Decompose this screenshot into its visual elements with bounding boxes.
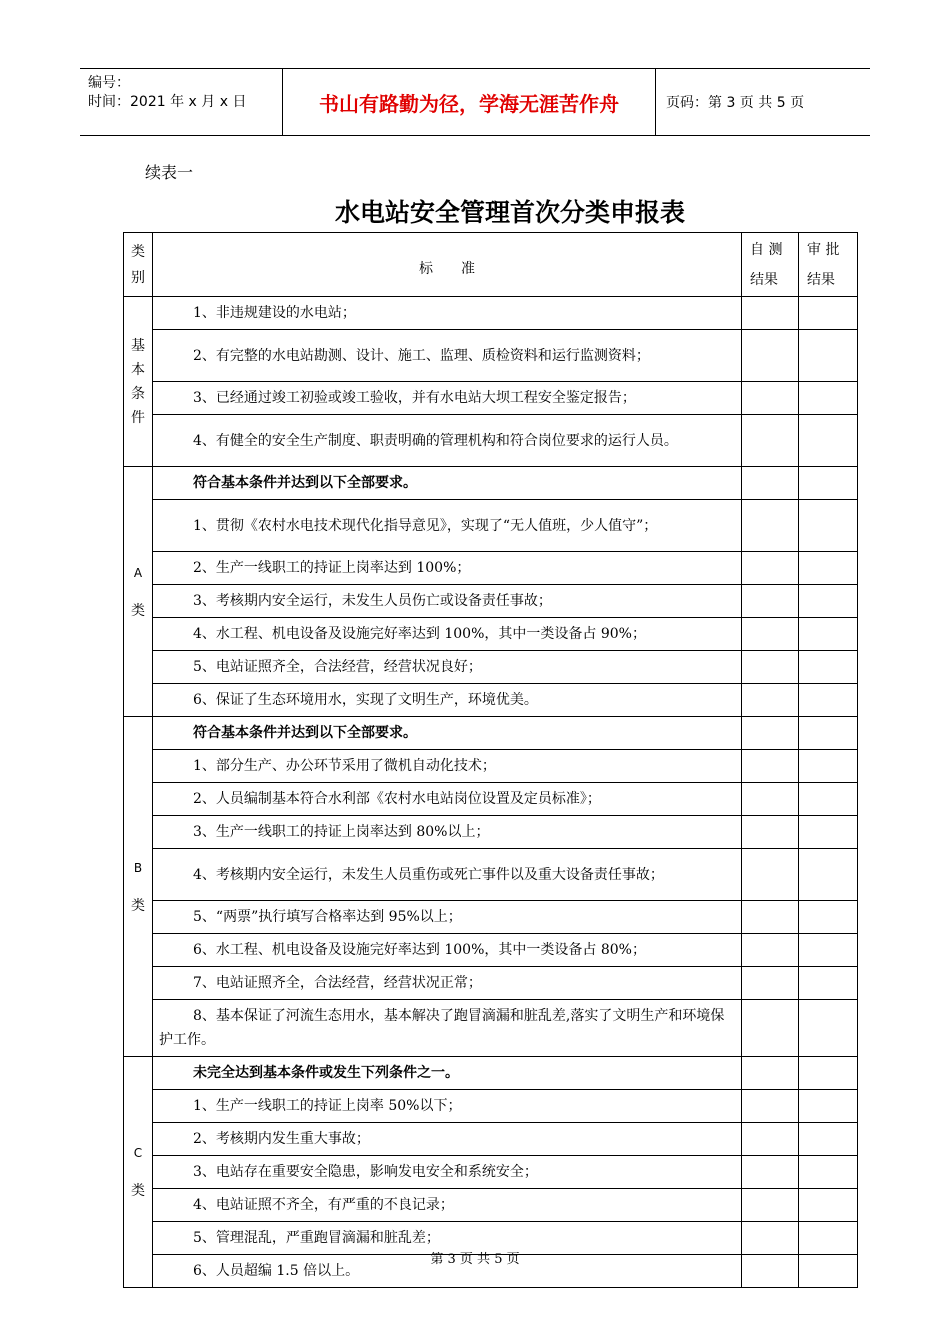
category-letter: A bbox=[133, 565, 143, 580]
table-row bbox=[124, 330, 858, 382]
self-test-result-cell[interactable] bbox=[742, 816, 799, 849]
table-row bbox=[124, 934, 858, 967]
criterion-cell: 符合基本条件并达到以下全部要求。 bbox=[153, 717, 742, 750]
review-result-cell[interactable] bbox=[799, 1123, 858, 1156]
review-result-cell[interactable] bbox=[799, 552, 858, 585]
criterion-cell: 4、水工程、机电设备及设施完好率达到 100%，其中一类设备占 90%； bbox=[153, 618, 742, 651]
self-test-result-cell[interactable] bbox=[742, 297, 799, 330]
self-test-result-cell[interactable] bbox=[742, 415, 799, 467]
self-test-result-cell[interactable] bbox=[742, 1156, 799, 1189]
self-test-result-cell[interactable] bbox=[742, 1123, 799, 1156]
table-row bbox=[124, 1123, 858, 1156]
review-result-cell[interactable] bbox=[799, 901, 858, 934]
classification-table bbox=[123, 232, 858, 1288]
table-row bbox=[124, 901, 858, 934]
criterion-cell: 3、电站存在重要安全隐患，影响发电安全和系统安全； bbox=[153, 1156, 742, 1189]
self-test-result-cell[interactable] bbox=[742, 1090, 799, 1123]
criterion-cell: 3、考核期内安全运行，未发生人员伤亡或设备责任事故； bbox=[153, 585, 742, 618]
review-result-cell[interactable] bbox=[799, 500, 858, 552]
criterion-cell: 7、电站证照齐全，合法经营，经营状况正常； bbox=[153, 967, 742, 1000]
review-result-cell[interactable] bbox=[799, 651, 858, 684]
table-row bbox=[124, 651, 858, 684]
self-test-result-cell[interactable] bbox=[742, 783, 799, 816]
table-row bbox=[124, 415, 858, 467]
self-test-result-cell[interactable] bbox=[742, 1000, 799, 1057]
table-row bbox=[124, 297, 858, 330]
criterion-cell: 2、生产一线职工的持证上岗率达到 100%； bbox=[153, 552, 742, 585]
col-category-header: 类 别 bbox=[124, 233, 153, 297]
criterion-cell: 5、电站证照齐全，合法经营，经营状况良好； bbox=[153, 651, 742, 684]
review-result-cell[interactable] bbox=[799, 1057, 858, 1090]
col-standard-header: 标 准 bbox=[153, 233, 742, 297]
review-result-cell[interactable] bbox=[799, 783, 858, 816]
table-row bbox=[124, 1000, 858, 1057]
self-test-result-cell[interactable] bbox=[742, 552, 799, 585]
review-result-cell[interactable] bbox=[799, 816, 858, 849]
review-result-cell[interactable] bbox=[799, 750, 858, 783]
self-test-result-cell[interactable] bbox=[742, 849, 799, 901]
header-page-info: 页码：第 3 页 共 5 页 bbox=[666, 95, 805, 111]
table-row bbox=[124, 382, 858, 415]
table-row bbox=[124, 500, 858, 552]
criterion-cell: 3、生产一线职工的持证上岗率达到 80%以上； bbox=[153, 816, 742, 849]
col-self-test-header: 自 测 结果 bbox=[742, 233, 799, 297]
table-row bbox=[124, 585, 858, 618]
self-test-result-cell[interactable] bbox=[742, 500, 799, 552]
criterion-cell: 3、已经通过竣工初验或竣工验收，并有水电站大坝工程安全鉴定报告； bbox=[153, 382, 742, 415]
self-test-result-cell[interactable] bbox=[742, 901, 799, 934]
criterion-cell: 未完全达到基本条件或发生下列条件之一。 bbox=[153, 1057, 742, 1090]
self-test-result-cell[interactable] bbox=[742, 585, 799, 618]
criterion-cell: 1、生产一线职工的持证上岗率 50%以下； bbox=[153, 1090, 742, 1123]
table-row bbox=[124, 684, 858, 717]
table-row bbox=[124, 849, 858, 901]
criterion-cell: 4、考核期内安全运行，未发生人员重伤或死亡事件以及重大设备责任事故； bbox=[153, 849, 742, 901]
col-review-header: 审 批 结果 bbox=[799, 233, 858, 297]
self-test-result-cell[interactable] bbox=[742, 717, 799, 750]
criterion-cell: 6、保证了生态环境用水，实现了文明生产，环境优美。 bbox=[153, 684, 742, 717]
review-result-cell[interactable] bbox=[799, 467, 858, 500]
criterion-cell: 8、基本保证了河流生态用水，基本解决了跑冒滴漏和脏乱差,落实了文明生产和环境保护工作。 bbox=[153, 1000, 742, 1057]
table-row bbox=[124, 618, 858, 651]
self-test-result-cell[interactable] bbox=[742, 467, 799, 500]
review-result-cell[interactable] bbox=[799, 934, 858, 967]
table-row bbox=[124, 750, 858, 783]
review-result-cell[interactable] bbox=[799, 717, 858, 750]
criterion-cell: 1、非违规建设的水电站； bbox=[153, 297, 742, 330]
review-result-cell[interactable] bbox=[799, 382, 858, 415]
criterion-cell: 4、有健全的安全生产制度、职责明确的管理机构和符合岗位要求的运行人员。 bbox=[153, 415, 742, 467]
page-footer: 第 3 页 共 5 页 bbox=[430, 1252, 520, 1267]
table-header-row bbox=[124, 233, 858, 297]
criterion-cell: 1、部分生产、办公环节采用了微机自动化技术； bbox=[153, 750, 742, 783]
self-test-result-cell[interactable] bbox=[742, 1189, 799, 1222]
table-row bbox=[124, 816, 858, 849]
category-cell bbox=[124, 717, 153, 1057]
table-body bbox=[124, 297, 858, 1288]
table-row bbox=[124, 1189, 858, 1222]
continued-label: 续表一 bbox=[145, 163, 194, 182]
header-motto: 书山有路勤为径，学海无涯苦作舟 bbox=[282, 69, 656, 135]
category-letter: C bbox=[133, 1146, 143, 1160]
review-result-cell[interactable] bbox=[799, 1000, 858, 1057]
page-title: 水电站安全管理首次分类申报表 bbox=[334, 198, 685, 227]
criterion-cell: 1、贯彻《农村水电技术现代化指导意见》，实现了“无人值班，少人值守”； bbox=[153, 500, 742, 552]
review-result-cell[interactable] bbox=[799, 618, 858, 651]
criterion-cell: 4、电站证照不齐全，有严重的不良记录； bbox=[153, 1189, 742, 1222]
criterion-cell: 2、有完整的水电站勘测、设计、施工、监理、质检资料和运行监测资料； bbox=[153, 330, 742, 382]
criterion-cell: 5、管理混乱，严重跑冒滴漏和脏乱差； bbox=[153, 1222, 742, 1255]
self-test-result-cell[interactable] bbox=[742, 967, 799, 1000]
table-row bbox=[124, 1057, 858, 1090]
criterion-cell: 符合基本条件并达到以下全部要求。 bbox=[153, 467, 742, 500]
self-test-result-cell[interactable] bbox=[742, 330, 799, 382]
review-result-cell[interactable] bbox=[799, 1090, 858, 1123]
review-result-cell[interactable] bbox=[799, 330, 858, 382]
self-test-result-cell[interactable] bbox=[742, 684, 799, 717]
self-test-result-cell[interactable] bbox=[742, 934, 799, 967]
self-test-result-cell[interactable] bbox=[742, 651, 799, 684]
review-result-cell[interactable] bbox=[799, 684, 858, 717]
review-result-cell[interactable] bbox=[799, 415, 858, 467]
number-label: 编号： bbox=[88, 75, 130, 91]
category-word: 类 bbox=[131, 1183, 145, 1199]
table-row bbox=[124, 717, 858, 750]
category-word: 类 bbox=[131, 602, 145, 619]
date-label: 时间：2021 年 x 月 x 日 bbox=[88, 94, 247, 110]
criterion-cell: 6、人员超编 1.5 倍以上。 bbox=[153, 1255, 742, 1288]
criterion-cell: 2、考核期内发生重大事故； bbox=[153, 1123, 742, 1156]
review-result-cell[interactable] bbox=[799, 297, 858, 330]
table-row bbox=[124, 552, 858, 585]
category-letter: B bbox=[133, 860, 143, 875]
page-header bbox=[80, 68, 870, 136]
table-row bbox=[124, 1156, 858, 1189]
review-result-cell[interactable] bbox=[799, 967, 858, 1000]
criterion-cell: 2、人员编制基本符合水利部《农村水电站岗位设置及定员标准》； bbox=[153, 783, 742, 816]
self-test-result-cell[interactable] bbox=[742, 1057, 799, 1090]
category-cell: 基 本 条 件 bbox=[124, 297, 153, 467]
review-result-cell[interactable] bbox=[799, 1156, 858, 1189]
table-row bbox=[124, 467, 858, 500]
table-row bbox=[124, 967, 858, 1000]
review-result-cell[interactable] bbox=[799, 1189, 858, 1222]
criterion-cell: 5、“两票”执行填写合格率达到 95%以上； bbox=[153, 901, 742, 934]
self-test-result-cell[interactable] bbox=[742, 750, 799, 783]
self-test-result-cell[interactable] bbox=[742, 618, 799, 651]
review-result-cell[interactable] bbox=[799, 585, 858, 618]
category-word: 类 bbox=[131, 897, 145, 914]
header-meta bbox=[80, 69, 282, 135]
criterion-cell: 6、水工程、机电设备及设施完好率达到 100%，其中一类设备占 80%； bbox=[153, 934, 742, 967]
table-row bbox=[124, 1090, 858, 1123]
table-row bbox=[124, 783, 858, 816]
category-cell bbox=[124, 467, 153, 717]
self-test-result-cell[interactable] bbox=[742, 382, 799, 415]
review-result-cell[interactable] bbox=[799, 849, 858, 901]
